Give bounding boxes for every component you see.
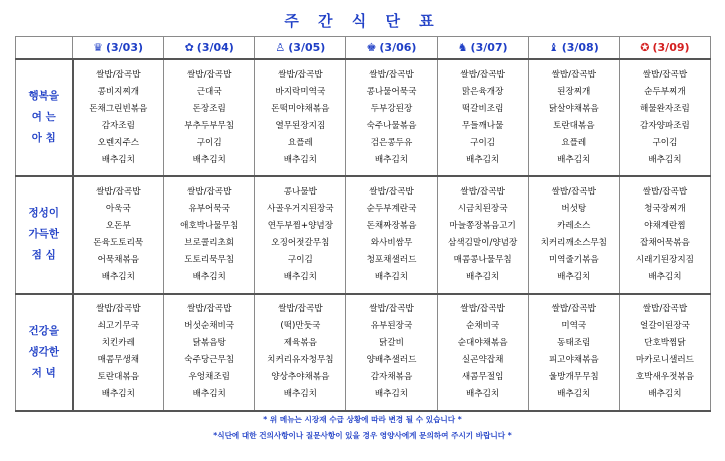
menu-cell: [528, 176, 619, 293]
menu-item: 배추김치: [557, 271, 591, 282]
day-header-5: [437, 37, 528, 60]
menu-item: 오렌지주스: [97, 137, 140, 148]
menu-cell: [528, 59, 619, 176]
menu-item: 치킨카레: [101, 338, 135, 349]
menu-item: 감자조림: [101, 120, 135, 131]
weekly-menu-table: [15, 36, 711, 412]
day-header-2: [164, 37, 255, 60]
day-header-7: [619, 37, 710, 60]
menu-item: 돈채짜장볶음: [366, 220, 417, 231]
menu-item-list: [529, 184, 619, 286]
menu-item: 쇠고기무국: [97, 321, 140, 332]
day-date-label: (3/04): [196, 41, 234, 54]
menu-item: 닭살야채볶음: [548, 103, 599, 114]
menu-item: 닭볶음탕: [192, 338, 226, 349]
menu-item: 새콤무절임: [461, 372, 504, 383]
menu-item-list: [164, 301, 254, 403]
menu-item-list: [346, 301, 436, 403]
menu-item: 콩비지찌개: [97, 86, 140, 97]
menu-item: 오돈부: [105, 220, 131, 231]
header-corner-cell: [16, 37, 73, 60]
menu-item: 실곤약잡채: [461, 355, 504, 366]
menu-item: 배추김치: [374, 271, 409, 282]
menu-item: 콩나물어묵국: [366, 86, 417, 97]
menu-item: 치커리깨소스무침: [540, 237, 607, 248]
menu-item: 쌀밥/잡곡밥: [642, 186, 688, 197]
menu-item-list: [438, 301, 528, 403]
menu-item-list: [255, 301, 345, 403]
meal-row-3: [16, 294, 711, 411]
menu-cell: [437, 294, 528, 411]
day-date-label: (3/08): [561, 41, 599, 54]
menu-item-list: [74, 67, 164, 169]
menu-item-list: [164, 184, 254, 286]
menu-item-list: [255, 184, 345, 286]
menu-item: 구이김: [470, 137, 496, 148]
menu-item: 닭갈비: [379, 338, 404, 349]
menu-item: 배추김치: [192, 389, 226, 400]
decorative-figure-icon: ♚: [366, 41, 377, 54]
menu-item: 배추김치: [557, 389, 591, 400]
menu-cell: [619, 176, 710, 293]
day-date-label: (3/06): [379, 41, 417, 54]
day-header-6: [528, 37, 619, 60]
menu-item: 바지락미역국: [275, 86, 326, 97]
menu-item: 쌀밥/잡곡밥: [551, 186, 596, 197]
menu-item: 쌀밥/잡곡밥: [278, 69, 323, 80]
menu-item: 쌀밥/잡곡밥: [460, 186, 505, 197]
menu-item: 마늘쫑장볶음고기: [449, 220, 516, 231]
menu-item: 배추김치: [374, 389, 409, 400]
menu-item-list: [438, 184, 528, 286]
menu-item: 시래기된장지짐: [635, 254, 694, 265]
decorative-badge-icon: ✪: [640, 41, 650, 54]
menu-item-list: [74, 301, 164, 403]
menu-item: 배추김치: [101, 389, 135, 400]
menu-item: 토란대볶음: [553, 120, 595, 131]
menu-item: 쌀밥/잡곡밥: [551, 304, 596, 315]
menu-item: 배추김치: [374, 154, 409, 165]
menu-item: 시금치된장국: [457, 203, 508, 214]
menu-cell: [73, 176, 164, 293]
menu-item: 검은콩두유: [370, 137, 413, 148]
menu-item: 근대국: [196, 86, 222, 97]
notice-menu-change: * 위 메뉴는 시장재 수급 상황에 따라 변경 될 수 있습니다 *: [263, 415, 462, 424]
menu-cell: [437, 59, 528, 176]
menu-item: 배추김치: [466, 389, 500, 400]
menu-cell: [528, 294, 619, 411]
meal-label: 행복을 여 는 아 침: [16, 59, 73, 176]
menu-item: 매콤무생채: [97, 355, 140, 366]
meal-label: 건강을 생각한 저 녁: [16, 294, 73, 411]
menu-item: 쌀밥/잡곡밥: [187, 304, 232, 315]
menu-item: 유부된장국: [370, 321, 413, 332]
menu-item: 쌀밥/잡곡밥: [551, 69, 596, 80]
menu-item-list: [529, 67, 619, 169]
menu-cell: [255, 176, 346, 293]
menu-item: 순대야채볶음: [457, 338, 508, 349]
menu-item: 두부강된장: [370, 103, 413, 114]
menu-item: 돈육도토리묵: [93, 237, 144, 248]
menu-item: 울방개무무침: [548, 372, 599, 383]
menu-cell: [346, 59, 437, 176]
menu-cell: [255, 59, 346, 176]
menu-item: 청포채샐러드: [366, 254, 417, 265]
menu-cell: [619, 59, 710, 176]
menu-item: 숙주당근무침: [184, 355, 235, 366]
menu-item: 배추김치: [283, 389, 317, 400]
menu-item: 애호박나물무침: [180, 220, 239, 231]
day-date-label: (3/07): [470, 41, 508, 54]
decorative-figure-icon: ♙: [275, 41, 286, 54]
notice-contact-dietitian: *식단에 대한 건의사항이나 질문사항이 있을 경우 영양사에게 문의하여 주시기 바랍니다 *: [213, 431, 512, 440]
menu-item: 야채계란찜: [644, 220, 686, 231]
day-date-label: (3/05): [288, 41, 326, 54]
menu-item: 돈채그린빈볶음: [89, 103, 148, 114]
day-header-3: [255, 37, 346, 60]
menu-item: 도토리묵무침: [184, 254, 235, 265]
menu-item: 토란대볶음: [97, 372, 140, 383]
menu-item: (떡)만둣국: [280, 321, 321, 332]
menu-item: 맑은육개장: [461, 86, 504, 97]
menu-item: 쌀밥/잡곡밥: [642, 69, 688, 80]
menu-item-list: [74, 184, 164, 286]
menu-item: 쌀밥/잡곡밥: [278, 304, 323, 315]
menu-item: 구이김: [287, 254, 313, 265]
meal-label: 정성이 가득한 점 심: [16, 176, 73, 293]
menu-item-list: [620, 301, 710, 403]
menu-item-list: [529, 301, 619, 403]
menu-item: 숙주나물볶음: [366, 120, 417, 131]
menu-item: 브로콜리초회: [184, 237, 235, 248]
decorative-figure-icon: ♞: [457, 41, 468, 54]
menu-item: 삼색김말이/양념장: [447, 237, 518, 248]
menu-item-list: [255, 67, 345, 169]
menu-item: 된장찌개: [557, 86, 591, 97]
menu-item: 미역줄기볶음: [548, 254, 599, 265]
menu-cell: [255, 294, 346, 411]
day-date-label: (3/03): [105, 41, 144, 54]
menu-cell: [346, 176, 437, 293]
decorative-figure-icon: ♝: [548, 41, 559, 54]
menu-item: 쌀밥/잡곡밥: [96, 186, 141, 197]
menu-item: 배추김치: [648, 271, 682, 282]
meal-row-2: [16, 176, 711, 293]
menu-item: 배추김치: [283, 271, 317, 282]
menu-item: 동태조림: [557, 338, 591, 349]
menu-item: 배추김치: [101, 271, 135, 282]
menu-cell: [346, 294, 437, 411]
menu-item: 순두부찌개: [644, 86, 686, 97]
decorative-crown-icon: ♛: [93, 41, 103, 54]
menu-item: 쌀밥/잡곡밥: [369, 304, 414, 315]
menu-item: 배추김치: [101, 154, 135, 165]
menu-item: 감자채볶음: [370, 372, 413, 383]
menu-item: 쌀밥/잡곡밥: [369, 69, 414, 80]
menu-cell: [164, 59, 255, 176]
menu-item: 양상추야채볶음: [271, 372, 330, 383]
menu-item: 순채비국: [466, 321, 500, 332]
menu-item: 양배추샐러드: [366, 355, 417, 366]
decorative-flower-icon: ✿: [184, 41, 194, 54]
menu-cell: [619, 294, 710, 411]
menu-item: 연두부찜+양념장: [267, 220, 333, 231]
menu-item: 쌀밥/잡곡밥: [460, 69, 505, 80]
menu-item: 얼갈이된장국: [640, 321, 690, 332]
menu-item: 잡채어묵볶음: [640, 237, 690, 248]
menu-item: 쌀밥/잡곡밥: [187, 69, 232, 80]
menu-cell: [164, 176, 255, 293]
menu-item: 배추김치: [557, 154, 591, 165]
day-date-label: (3/09): [652, 41, 690, 54]
menu-item: 쌀밥/잡곡밥: [369, 186, 414, 197]
menu-item: 아욱국: [105, 203, 131, 214]
page-title: 주 간 식 단 표: [284, 12, 441, 30]
menu-item: 쌀밥/잡곡밥: [642, 304, 688, 315]
menu-item: 배추김치: [192, 271, 226, 282]
menu-item: 쌀밥/잡곡밥: [96, 304, 141, 315]
menu-item: 청국장찌개: [644, 203, 686, 214]
menu-item: 미역국: [561, 321, 587, 332]
menu-item: 우엉채조림: [188, 372, 230, 383]
menu-item: 구이김: [196, 137, 222, 148]
menu-item: 배추김치: [648, 154, 682, 165]
menu-item: 버섯순채비국: [184, 321, 235, 332]
menu-item: 무들깨나물: [461, 120, 504, 131]
menu-item-list: [164, 67, 254, 169]
menu-item: 유부어묵국: [188, 203, 230, 214]
menu-cell: [164, 294, 255, 411]
menu-item: 돈장조림: [192, 103, 226, 114]
menu-item: 콩나물밥: [283, 186, 317, 197]
menu-item: 감자양파조림: [640, 120, 690, 131]
menu-item: 배추김치: [648, 389, 682, 400]
menu-item: 배추김치: [283, 154, 317, 165]
menu-item: 부추두부무침: [184, 120, 235, 131]
menu-item-list: [346, 67, 436, 169]
menu-item: 마카로니샐러드: [635, 355, 694, 366]
menu-item: 피고야채볶음: [548, 355, 599, 366]
menu-item: 제육볶음: [283, 338, 317, 349]
menu-item: 요플레: [287, 137, 313, 148]
menu-item: 카레소스: [557, 220, 591, 231]
menu-item-list: [620, 184, 710, 286]
menu-item: 요플레: [561, 137, 587, 148]
menu-item: 쌀밥/잡곡밥: [96, 69, 141, 80]
meal-row-1: [16, 59, 711, 176]
menu-item: 순두부계란국: [366, 203, 417, 214]
menu-item: 돈떡미야채볶음: [271, 103, 330, 114]
menu-item-list: [620, 67, 710, 169]
menu-item: 사골우거지된장국: [267, 203, 334, 214]
menu-cell: [73, 294, 164, 411]
menu-item: 단호박찜닭: [644, 338, 686, 349]
menu-item: 쌀밥/잡곡밥: [187, 186, 232, 197]
menu-item: 와사비쌈무: [370, 237, 413, 248]
menu-item: 어묵채볶음: [97, 254, 140, 265]
day-header-1: [73, 37, 164, 60]
menu-item-list: [438, 67, 528, 169]
menu-item: 오징어젓갈무침: [271, 237, 330, 248]
menu-item: 배추김치: [466, 271, 500, 282]
menu-item-list: [346, 184, 436, 286]
menu-item: 배추김치: [192, 154, 226, 165]
menu-item: 해물완자조림: [640, 103, 690, 114]
menu-item: 매콤콩나물무침: [453, 254, 512, 265]
menu-item: 열무된장지짐: [275, 120, 326, 131]
day-header-4: [346, 37, 437, 60]
menu-item: 배추김치: [466, 154, 500, 165]
menu-item: 호박새우젓볶음: [635, 372, 694, 383]
menu-item: 구이김: [652, 137, 678, 148]
day-header-row: [16, 37, 711, 60]
menu-item: 쌀밥/잡곡밥: [460, 304, 505, 315]
menu-item: 떡갈비조림: [461, 103, 504, 114]
menu-item: 버섯탕: [561, 203, 587, 214]
menu-cell: [73, 59, 164, 176]
menu-item: 치커리유자청무침: [267, 355, 334, 366]
menu-cell: [437, 176, 528, 293]
